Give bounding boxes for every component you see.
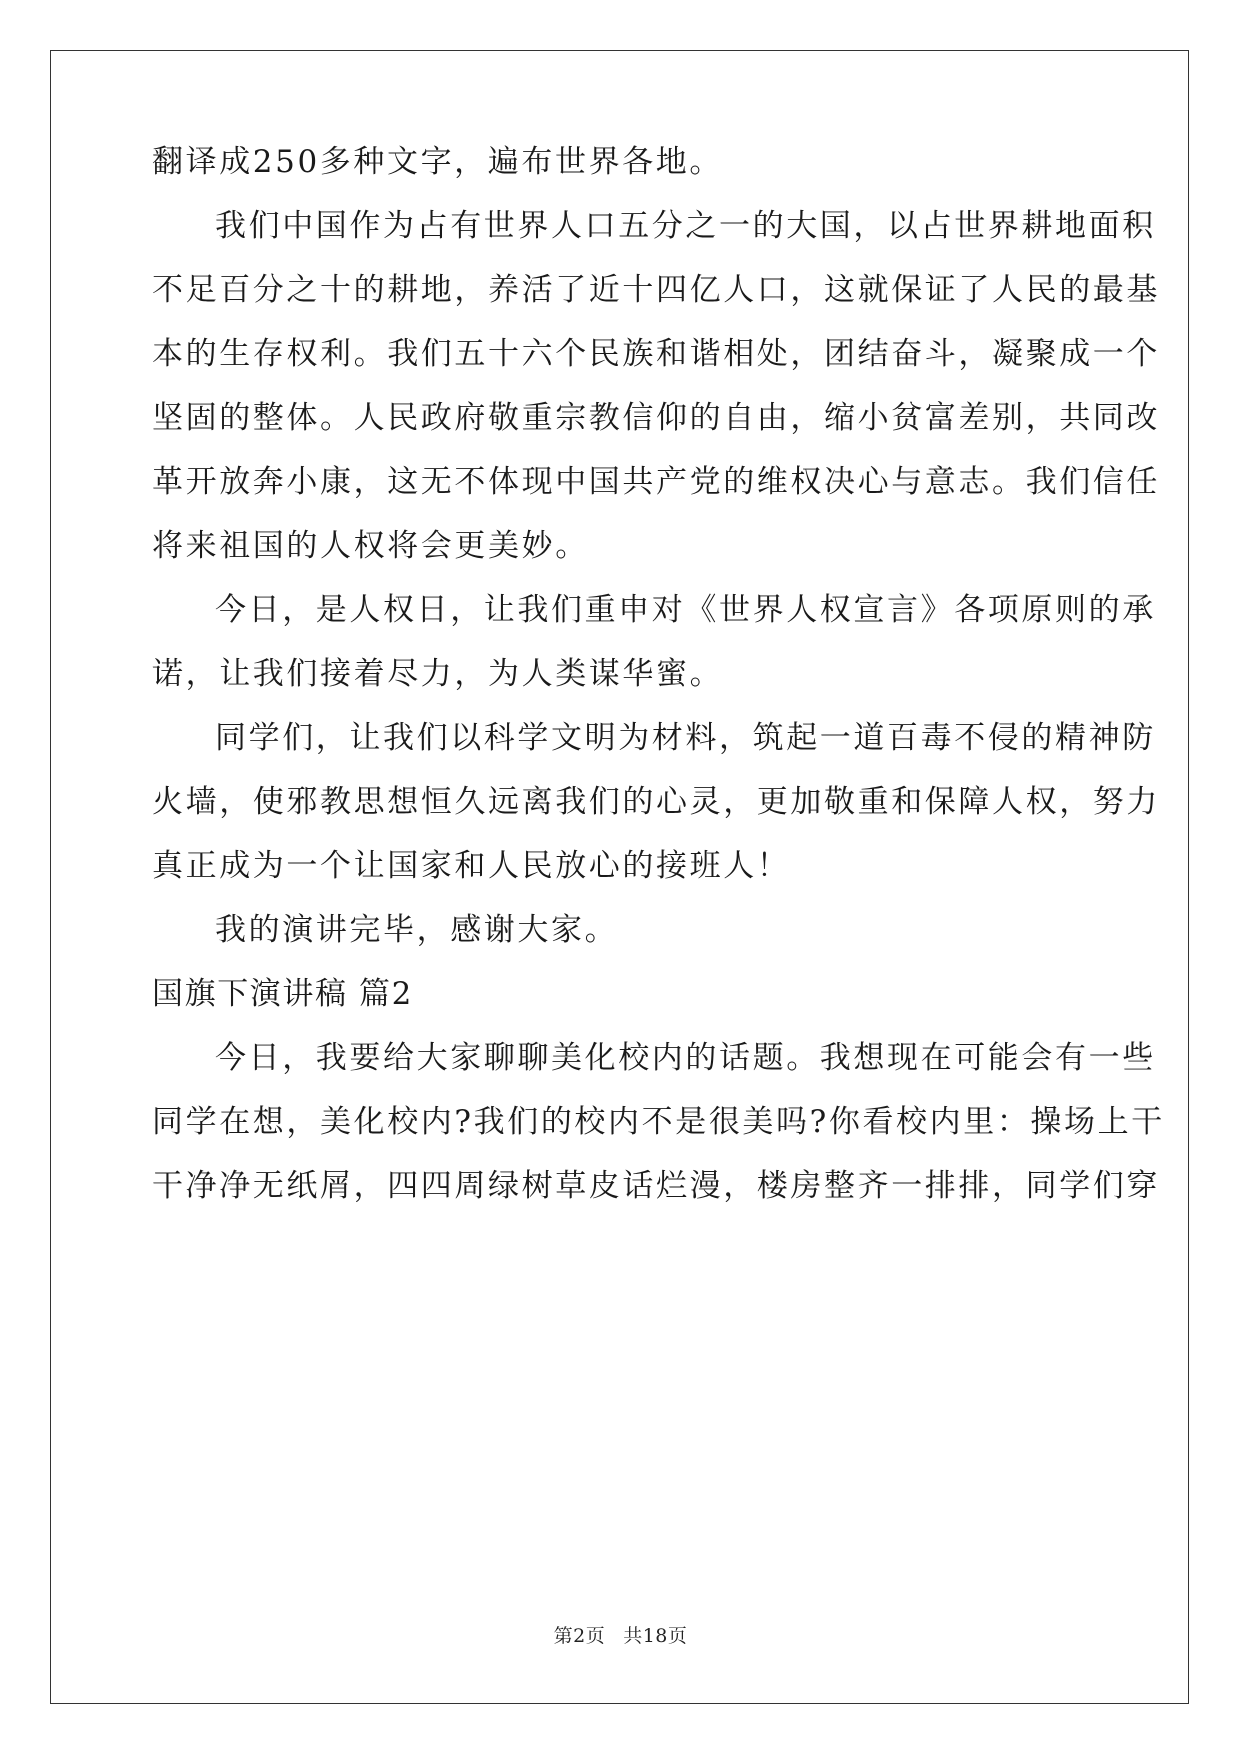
page-total: 共18页 <box>623 1625 688 1647</box>
text-line: 诺，让我们接着尽力，为人类谋华蜜。 <box>152 656 724 692</box>
paragraph-start-line: 今日，是人权日，让我们重申对《世界人权宣言》各项原则的承 <box>215 592 1156 628</box>
text-line: 干净净无纸屑，四四周绿树草皮话烂漫，楼房整齐一排排，同学们穿 <box>152 1168 1160 1204</box>
text-line: 坚固的整体。人民政府敬重宗教信仰的自由，缩小贫富差别，共同改 <box>152 400 1160 436</box>
text-line: 将来祖国的人权将会更美妙。 <box>152 528 589 564</box>
text-line: 火墙，使邪教思想恒久远离我们的心灵，更加敬重和保障人权，努力 <box>152 784 1160 820</box>
paragraph-start-line: 今日，我要给大家聊聊美化校内的话题。我想现在可能会有一些 <box>215 1040 1156 1076</box>
text-line: 不足百分之十的耕地，养活了近十四亿人口，这就保证了人民的最基 <box>152 272 1160 308</box>
text-line: 革开放奔小康，这无不体现中国共产党的维权决心与意志。我们信任 <box>152 464 1160 500</box>
text-line: 真正成为一个让国家和人民放心的接班人！ <box>152 848 791 884</box>
text-line: 本的生存权利。我们五十六个民族和谐相处，团结奋斗，凝聚成一个 <box>152 336 1160 372</box>
page-number: 第2页 <box>553 1625 606 1647</box>
document-body <box>152 144 1165 1218</box>
text-line: 翻译成250多种文字，遍布世界各地。 <box>152 144 723 180</box>
text-line: 同学在想，美化校内?我们的校内不是很美吗?你看校内里：操场上干 <box>152 1104 1165 1140</box>
page-footer <box>0 1621 1241 1648</box>
paragraph-start-line: 同学们，让我们以科学文明为材料，筑起一道百毒不侵的精神防 <box>215 720 1156 756</box>
paragraph-start-line: 我们中国作为占有世界人口五分之一的大国，以占世界耕地面积 <box>215 208 1156 244</box>
paragraph-start-line: 我的演讲完毕，感谢大家。 <box>215 912 619 948</box>
section-heading: 国旗下演讲稿 篇2 <box>152 976 413 1012</box>
